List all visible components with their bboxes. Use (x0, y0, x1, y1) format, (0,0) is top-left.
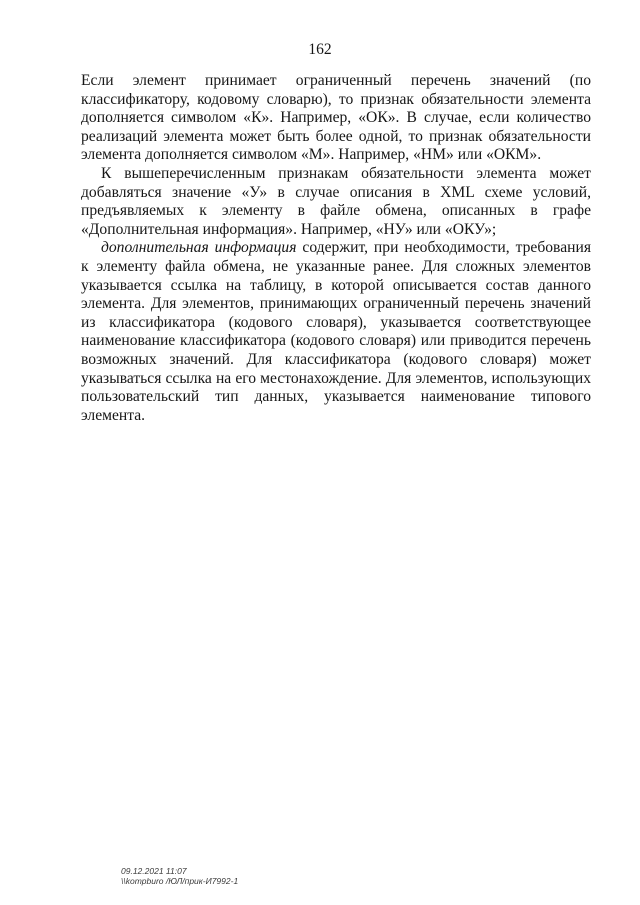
paragraph-text: К вышеперечисленным признакам обязательности элемента может добавляться значение «У» в случае описания в XML схеме условий, предъявляемых к элементу в файле обмена, описанных в графе «Дополнительная информация». Например, «НУ» или «ОКУ»; (81, 164, 591, 238)
paragraph-text: содержит, при необходимости, требования к элементу файла обмена, не указанные ранее. Для сложных элементов указывается ссылка на таблицу, в которой описывается состав данного элемента. Для элементов, принимающих ограниченный перечень значений из классификатора (кодового словаря), указывается соответствующее наименование классификатора (кодового словаря) или приводится перечень возможных значений. Для классификатора (кодового словаря) может указываться ссылка на его местонахождение. Для элементов, использующих пользовательский тип данных, указывается наименование типового элемента. (81, 239, 591, 424)
paragraph-additional-info (81, 239, 591, 425)
footer-path: \\kompburo /ЮЛ/прик-И7992-1 (121, 876, 239, 886)
body-text (81, 72, 591, 425)
paragraph-mandatory-k-m (81, 72, 591, 165)
paragraph-value-u (81, 165, 591, 239)
footer-stamp (121, 866, 238, 886)
term-italic: дополнительная информация (101, 239, 297, 257)
paragraph-text: Если элемент принимает ограниченный перечень значений (по классификатору, кодовому словарю), то признак обязательности элемента дополняется символом «К». Например, «ОК». В случае, если количество реализаций элемента может быть более одной, то признак обязательности элемента дополняется символом «М». Например, «НМ» или «ОКМ». (81, 72, 591, 164)
footer-timestamp: 09.12.2021 11:07 (121, 866, 187, 876)
page-number: 162 (308, 41, 332, 58)
